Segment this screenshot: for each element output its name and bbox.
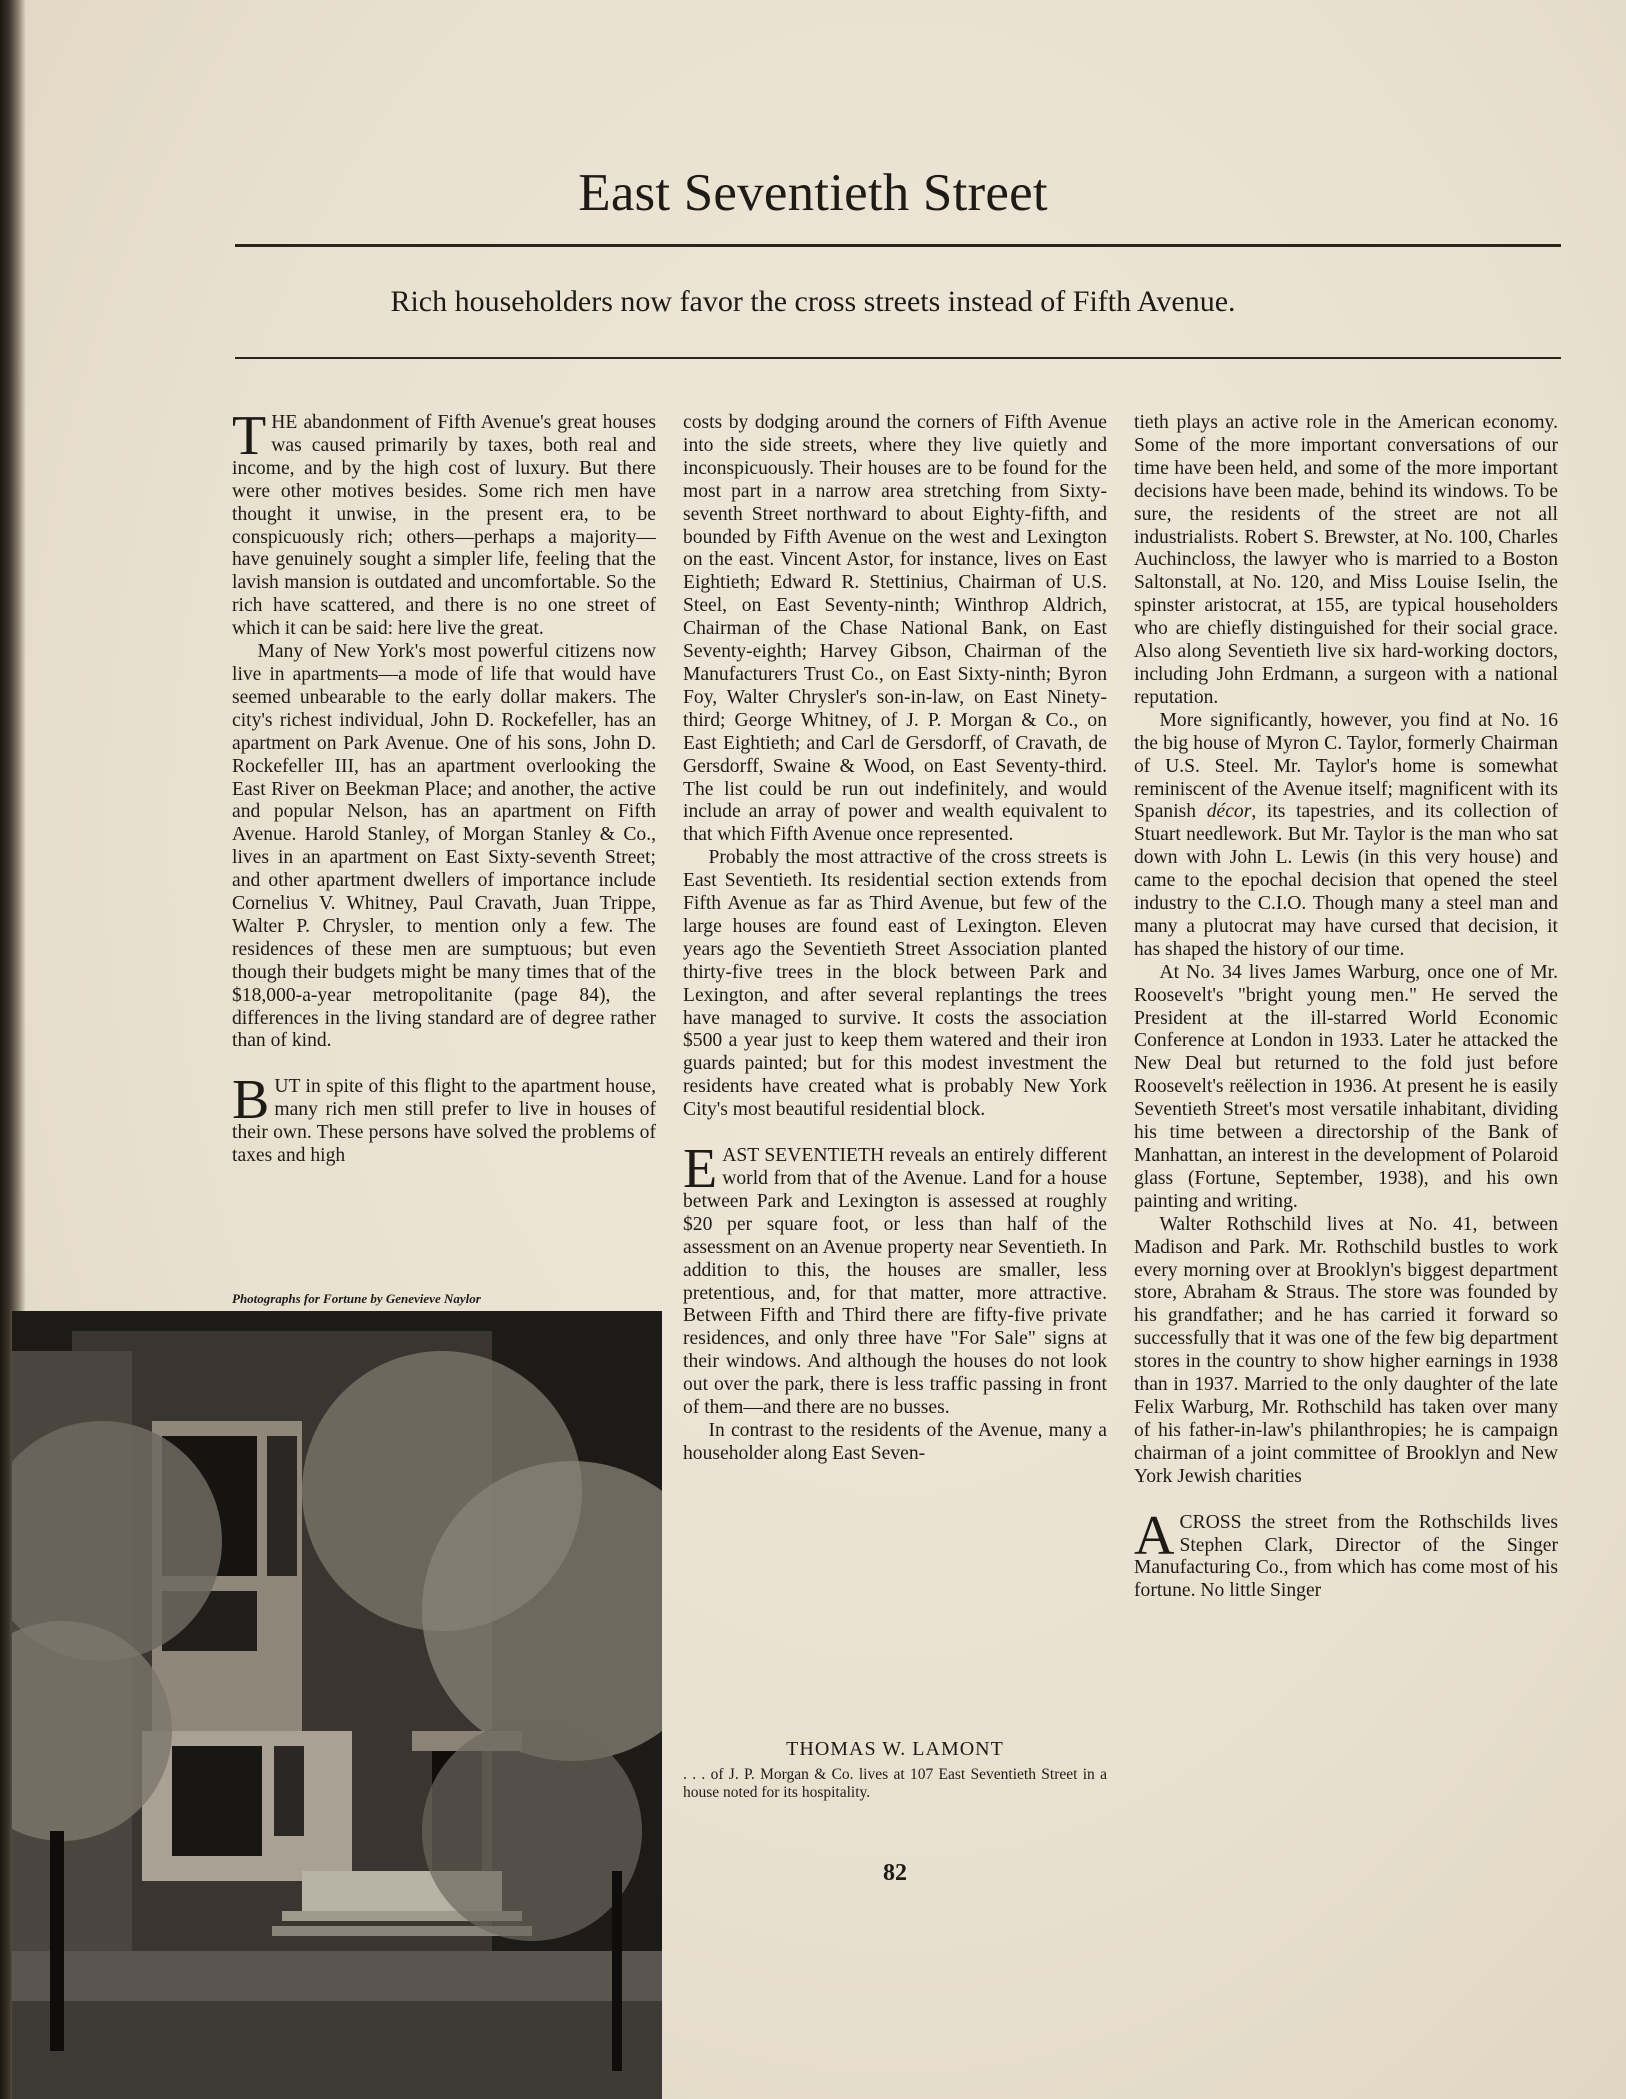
- paragraph: tieth plays an active role in the American economy. Some of the more important conversations of our time have been held, and some of the more important decisions have been made, behind its windows. To be sure, the residents of the street are not all industrialists. Robert S. Brewster, at No. 100, Charles Auchincloss, the lawyer who is married to a Boston Saltonstall, at No. 120, and Miss Louise Iselin, the spinster aristocrat, at 155, are typical householders who are chiefly distinguished for their social grace. Also along Seventieth live six hard-working doctors, including John Erdmann, a surgeon with a national reputation.: [1134, 412, 1558, 708]
- drop-cap: A: [1134, 1504, 1175, 1567]
- photo-credit: Photographs for Fortune by Genevieve Naylor: [232, 1291, 481, 1306]
- paragraph: costs by dodging around the corners of Fifth Avenue into the side streets, where they live quietly and inconspicuously. Their houses are to be found for the most part in a narrow area stretching from Sixty-seventh Street northward to about Eighty-fifth, and bounded by Fifth Avenue on the west and Lexington on the east. Vincent Astor, for instance, lives on East Eightieth; Edward R. Stettinius, Chairman of U.S. Steel, on East Seventy-ninth; Winthrop Aldrich, Chairman of the Chase National Bank, on East Seventy-eighth; Harvey Gibson, Chairman of the Manufacturers Trust Co., on East Sixty-ninth; Byron Foy, Walter Chrysler's son-in-law, on East Ninety-third; George Whitney, of J. P. Morgan & Co., on East Eightieth; and Carl de Gersdorff, of Cravath, de Gersdorff, Swaine & Wood, on East Seventy-third. The list could be run out indefinitely, and would include an array of power and wealth equivalent to that which Fifth Avenue once represented.: [683, 412, 1107, 846]
- townhouse-photograph: [12, 1311, 662, 2099]
- drop-cap: E: [683, 1138, 718, 1201]
- paragraph: Many of New York's most powerful citizens now live in apartments—a mode of life that would have seemed unbearable to the early dollar makers. The city's richest individual, John D. Rockefeller, has an apartment on Park Avenue. One of his sons, John D. Rockefeller III, has an apartment overlooking the East River on Beekman Place; and another, the active and popular Nelson, has an apartment on Fifth Avenue. Harold Stanley, of Morgan Stanley & Co., lives in an apartment on East Sixty-seventh Street; and other apartment dwellers of importance include Cornelius V. Whitney, Paul Cravath, Juan Trippe, Walter P. Chrysler, to mention only a few. The residences of these men are sumptuous; but even though their budgets might be many times that of the $18,000-a-year metropolitanite (page 84), the differences in the living standard are of degree rather than of kind.: [232, 641, 656, 1052]
- paragraph: More significantly, however, you find at No. 16 the big house of Myron C. Taylor, formerly Chairman of U.S. Steel. Mr. Taylor's home is somewhat reminiscent of the Avenue itself; magnificent with its Spanish décor, its tapestries, and its collection of Stuart needlework. But Mr. Taylor is the man who sat down with John L. Lewis (in this very house) and came to the epochal decision that opened the steel industry to the C.I.O. Though many a steel man and many a plutocrat may have cursed that decision, it has shaped the history of our time.: [1134, 709, 1558, 960]
- title-rule: [235, 244, 1561, 247]
- paragraph: In contrast to the residents of the Avenue, many a householder along East Seven-: [683, 1419, 1107, 1464]
- text-column-3: [1134, 412, 1558, 1603]
- drop-cap: B: [232, 1069, 270, 1132]
- text-column-2: [683, 412, 1107, 1466]
- article-title: East Seventieth Street: [578, 164, 1048, 222]
- drop-cap: T: [232, 405, 267, 467]
- paragraph: EAST SEVENTIETH reveals an entirely different world from that of the Avenue. Land for a house between Park and Lexington is assessed at roughly $20 per square foot, or less than half of the assessment on an Avenue property near Seventieth. In addition to this, the houses are smaller, less pretentious, and, for that matter, more attractive. Between Fifth and Third there are fifty-five private residences, and only three have "For Sale" signs at their windows. And although the houses do not look out over the park, there is less traffic passing in front of them—and there are no busses.: [683, 1138, 1107, 1419]
- paragraph: Probably the most attractive of the cross streets is East Seventieth. Its residential section extends from Fifth Avenue as far as Third Avenue, but few of the large houses are found east of Lexington. Eleven years ago the Seventieth Street Association planted thirty-five trees in the block between Park and Lexington, and after several replantings the trees have managed to survive. It costs the association $500 a year just to keep them watered and their iron guards painted; but for this modest investment the residents have created what is probably New York City's most beautiful residential block.: [683, 847, 1107, 1121]
- photo-caption-text: . . . of J. P. Morgan & Co. lives at 107 East Seventieth Street in a house noted for its hospitality.: [683, 1766, 1107, 1801]
- article-subtitle: Rich householders now favor the cross streets instead of Fifth Avenue.: [390, 285, 1236, 318]
- subtitle-rule: [235, 357, 1561, 359]
- paragraph: Walter Rothschild lives at No. 41, between Madison and Park. Mr. Rothschild bustles to work every morning over at Brooklyn's biggest department store, Abraham & Straus. The store was founded by his grandfather; and he has carried it forward so successfully that it was one of the few big department stores in the country to show higher earnings in 1938 than in 1937. Married to the only daughter of the late Felix Warburg, Mr. Rothschild has taken over many of his father-in-law's philanthropies; he is campaign chairman of a joint committee of Brooklyn and New York Jewish charities: [1134, 1213, 1558, 1487]
- page-number: 82: [883, 1860, 907, 1886]
- photo-caption-name: THOMAS W. LAMONT: [786, 1738, 1004, 1760]
- text-column-1: [232, 405, 656, 1168]
- paragraph: At No. 34 lives James Warburg, once one of Mr. Roosevelt's "bright young men." He served the President at the ill-starred World Economic Conference at London in 1933. Later he attacked the New Deal but returned to the fold just before Roosevelt's reëlection in 1936. At present he is easily Seventieth Street's most versatile inhabitant, dividing his time between a directorship of the Bank of Manhattan, an interest in the development of Polaroid glass (Fortune, September, 1938), and his own painting and writing.: [1134, 961, 1558, 1212]
- paragraph: BUT in spite of this flight to the apartment house, many rich men still prefer to live in houses of their own. These persons have solved the problems of taxes and high: [232, 1069, 656, 1167]
- paragraph: ACROSS the street from the Rothschilds lives Stephen Clark, Director of the Singer Manufacturing Co., from which has come most of his fortune. No little Singer: [1134, 1504, 1558, 1602]
- paragraph: THE abandonment of Fifth Avenue's great houses was caused primarily by taxes, both real and income, and by the high cost of luxury. But there were other motives besides. Some rich men have thought it unwise, in the present era, to be conspicuously rich; others—perhaps a majority—have genuinely sought a simpler life, feeling that the lavish mansion is outdated and uncomfortable. So the rich have scattered, and there is no one street of which it can be said: here live the great.: [232, 405, 656, 640]
